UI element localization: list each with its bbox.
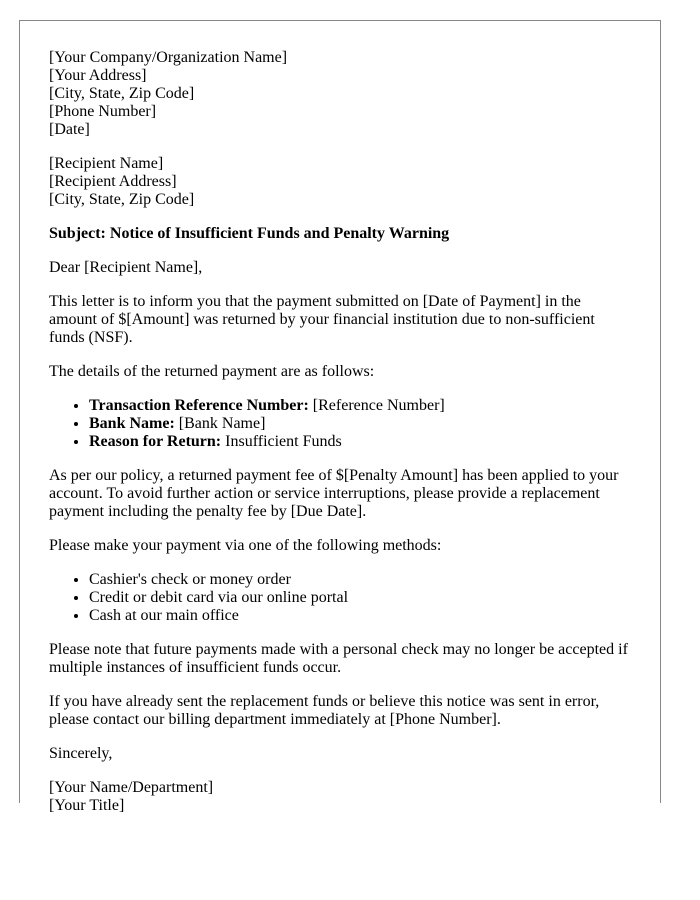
list-item (89, 415, 630, 433)
intro-paragraph: This letter is to inform you that the payment submitted on [Date of Payment] in the amount of $[Amount] was returned by your financial institution due to non-sufficient funds (NSF). (49, 293, 595, 346)
letter-page (19, 20, 661, 814)
sender-company: [Your Company/Organization Name] (49, 49, 288, 66)
detail-value: [Bank Name] (178, 415, 266, 432)
letter-date: [Date] (49, 121, 90, 138)
policy-paragraph: As per our policy, a returned payment fee of $[Penalty Amount] has been applied to your account. To avoid further action or service interruptions, please provide a replacement payment including the penalty fee by [Due Date]. (49, 467, 619, 520)
sender-city-state-zip: [City, State, Zip Code] (49, 85, 195, 102)
list-item (89, 433, 630, 451)
subject-line: Subject: Notice of Insufficient Funds and Penalty Warning (49, 225, 450, 242)
sign-off: Sincerely, (49, 745, 113, 762)
signer-name: [Your Name/Department] (49, 779, 214, 796)
recipient-city-state-zip: [City, State, Zip Code] (49, 191, 195, 208)
payment-methods-list (49, 571, 630, 625)
sender-address: [Your Address] (49, 67, 147, 84)
list-item: • Cash at our main office (89, 607, 630, 625)
sender-phone: [Phone Number] (49, 103, 157, 120)
detail-label: Reason for Return: (89, 433, 222, 450)
recipient-name: [Recipient Name] (49, 155, 164, 172)
details-intro-paragraph: The details of the returned payment are as follows: (49, 363, 375, 380)
recipient-address: [Recipient Address] (49, 173, 177, 190)
list-item: • Credit or debit card via our online portal (89, 589, 630, 607)
payment-details-list (49, 397, 630, 451)
salutation: Dear [Recipient Name], (49, 259, 203, 276)
list-item: • Cashier's check or money order (89, 571, 630, 589)
recipient-block (49, 155, 630, 209)
detail-value: Insufficient Funds (225, 433, 342, 450)
contact-paragraph: If you have already sent the replacement funds or believe this notice was sent in error, please contact our billing department immediately at [Phone Number]. (49, 693, 600, 728)
methods-intro-paragraph: Please make your payment via one of the following methods: (49, 537, 442, 554)
list-item (89, 397, 630, 415)
note-paragraph: Please note that future payments made with a personal check may no longer be accepted if multiple instances of insufficient funds occur. (49, 641, 628, 676)
signature-block (49, 779, 630, 815)
sender-block (49, 49, 630, 139)
signer-title: [Your Title] (49, 797, 125, 814)
detail-label: Bank Name: (89, 415, 175, 432)
detail-label: Transaction Reference Number: (89, 397, 309, 414)
detail-value: [Reference Number] (312, 397, 445, 414)
